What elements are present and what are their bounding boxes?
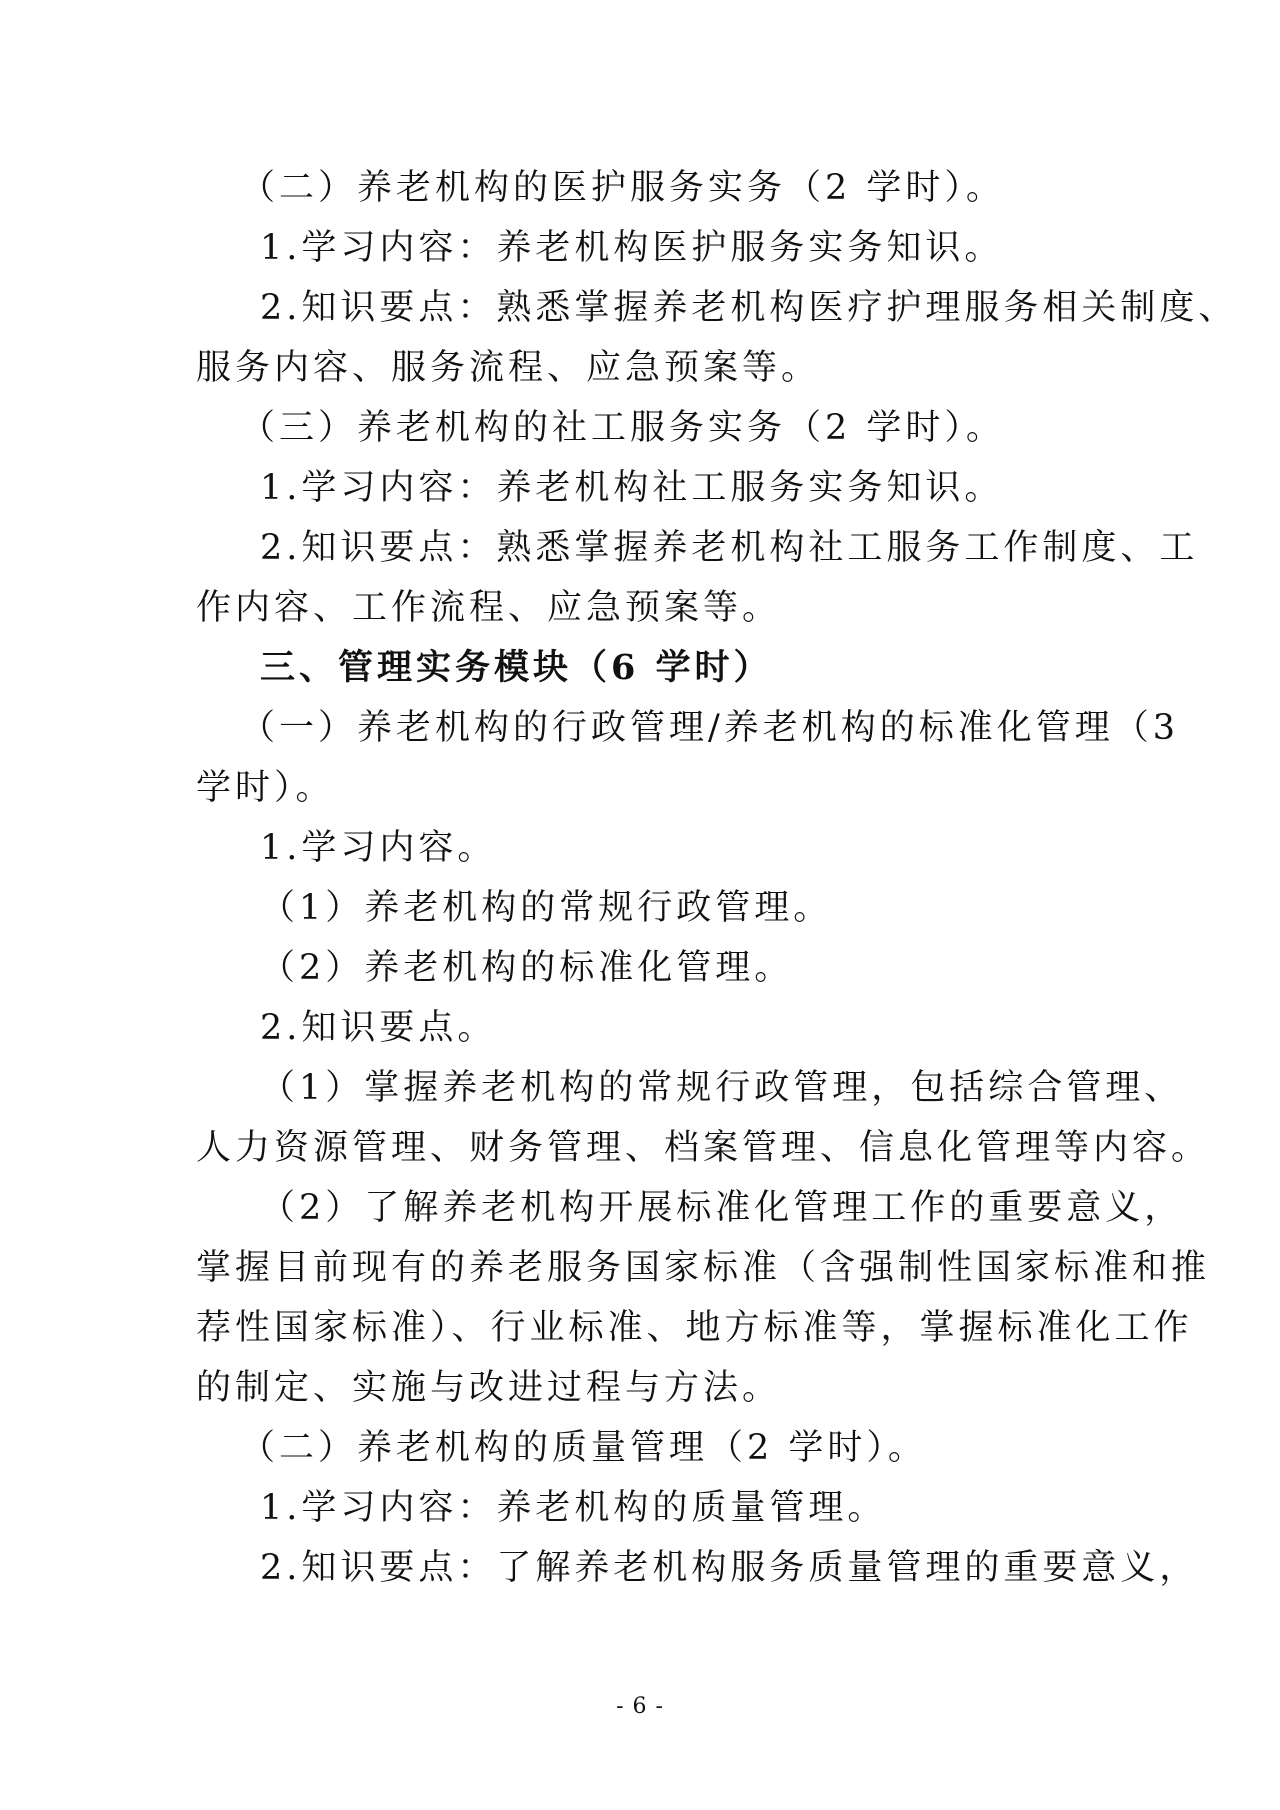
subsection-heading: （一）养老机构的行政管理/养老机构的标准化管理（3	[240, 708, 1180, 748]
section-heading: 三、管理实务模块（6 学时）	[260, 647, 773, 688]
page-number: - 6 -	[616, 1694, 664, 1719]
subsection-heading: （三）养老机构的社工服务实务（2 学时）。	[240, 408, 1005, 448]
list-item: （2）了解养老机构开展标准化管理工作的重要意义，	[260, 1188, 1184, 1228]
paragraph-line: 2.知识要点：了解养老机构服务质量管理的重要意义，	[260, 1548, 1199, 1588]
paragraph-line: 掌握目前现有的养老服务国家标准（含强制性国家标准和推	[196, 1248, 1211, 1288]
paragraph-line: 1.学习内容：养老机构的质量管理。	[260, 1488, 887, 1528]
paragraph-line: 2.知识要点：熟悉掌握养老机构社工服务工作制度、工	[260, 528, 1199, 568]
paragraph-line: 服务内容、服务流程、应急预案等。	[196, 348, 821, 388]
paragraph-line: 学时）。	[196, 768, 335, 808]
list-item: （1）掌握养老机构的常规行政管理，包括综合管理、	[260, 1068, 1184, 1108]
paragraph-line: 1.学习内容。	[260, 828, 497, 868]
paragraph-line: 1.学习内容：养老机构社工服务实务知识。	[260, 468, 1004, 508]
paragraph-line: 荐性国家标准）、行业标准、地方标准等，掌握标准化工作	[196, 1308, 1193, 1348]
paragraph-line: 作内容、工作流程、应急预案等。	[196, 588, 782, 628]
paragraph-line: 1.学习内容：养老机构医护服务实务知识。	[260, 228, 1004, 268]
paragraph-line: 2.知识要点。	[260, 1008, 497, 1048]
paragraph-line: 人力资源管理、财务管理、档案管理、信息化管理等内容。	[196, 1128, 1211, 1168]
list-item: （1）养老机构的常规行政管理。	[260, 888, 833, 928]
subsection-heading: （二）养老机构的质量管理（2 学时）。	[240, 1428, 927, 1468]
paragraph-line: 2.知识要点：熟悉掌握养老机构医疗护理服务相关制度、	[260, 288, 1238, 328]
paragraph-line: 的制定、实施与改进过程与方法。	[196, 1368, 782, 1408]
subsection-heading: （二）养老机构的医护服务实务（2 学时）。	[240, 168, 1005, 208]
list-item: （2）养老机构的标准化管理。	[260, 948, 794, 988]
